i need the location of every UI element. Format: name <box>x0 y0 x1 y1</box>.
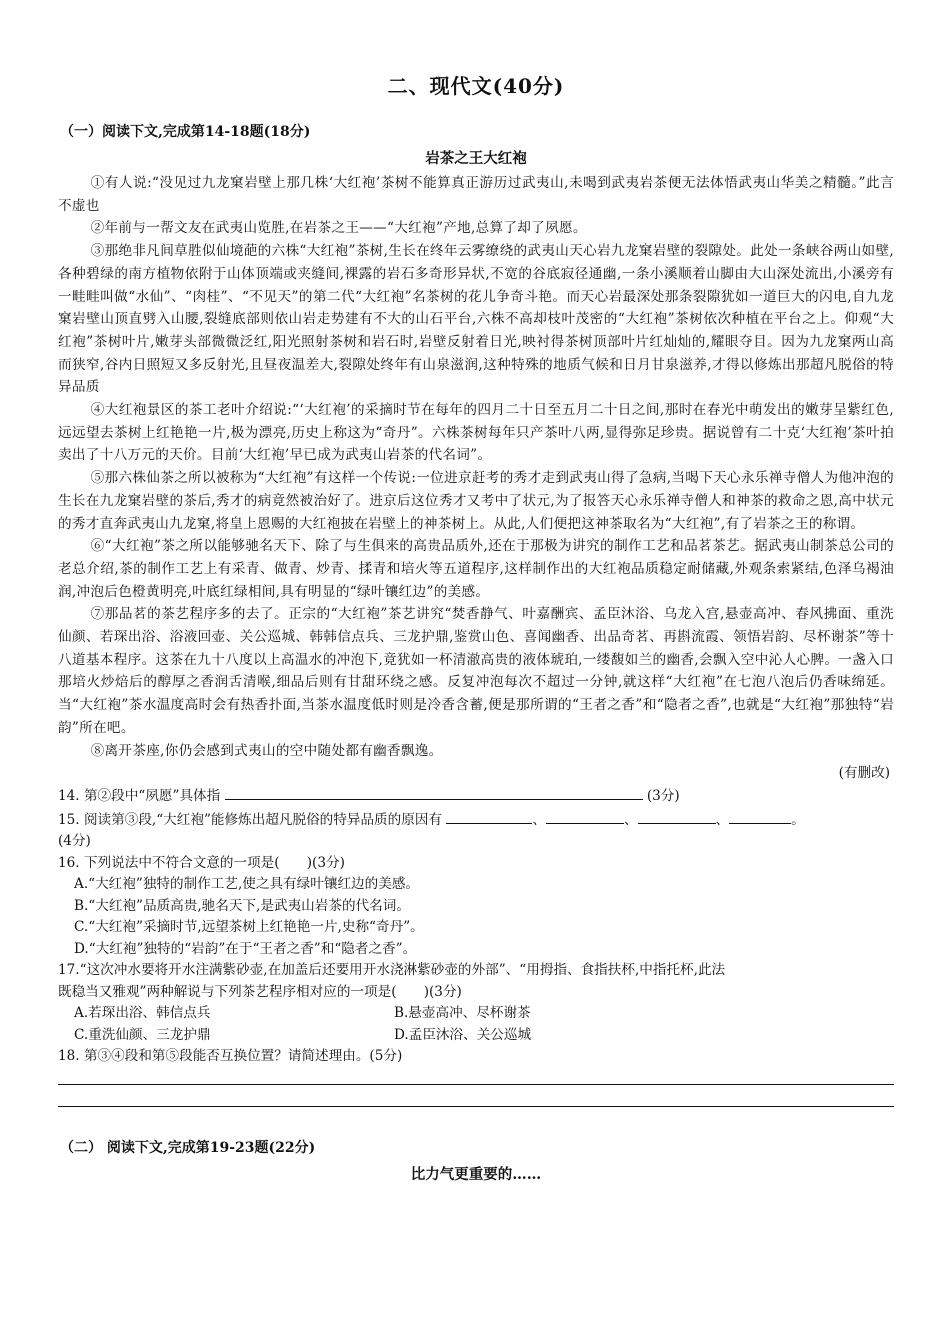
part1-heading: （一）阅读下文,完成第14-18题(18分) <box>60 124 311 140</box>
separator: 、 <box>623 811 638 828</box>
paragraph-8: ⑧离开茶座,你仍会感到式夷山的空中随处都有幽香飘逸。 <box>90 742 443 759</box>
paragraph-7: ⑦那品茗的茶艺程序多的去了。正宗的“大红袍”茶艺讲究“焚香静气、叶嘉酬宾、孟臣沐浴、乌龙入宫,悬壶高冲、春风拂面、重洗仙颜、若琛出浴、浴液回壶、关公巡城、韩韩信点兵、三龙护鼎,鉴赏山色、喜闻幽香、出品奇茗、再斟流霞、领悟岩韵、尽杯谢茶”等十八道基本程序。这茶在九十八度以上高温水的冲泡下,竟犹如一杯清澈高贵的液体琥珀,一缕馥如兰的幽香,会飘入空中沁人心脾。一盏入口那培火炒焙后的醇厚之香润舌清喉,细品后则有甘甜环绕之感。反复冲泡每次不超过一分钟,就这样“大红袍”在七泡八泡后仍香味绵延。当“大红袍”茶水温度高时会有热香扑面,当茶水温度低时则是冷香含蓄,便是那所谓的“王者之香”和“隐者之香”,也就是“大红袍”那独特“岩韵”所在吧。 <box>58 606 894 736</box>
paragraph-4: ④大红袍景区的茶工老叶介绍说:“‘大红袍’的采摘时节在每年的四月二十日至五月二十日之间,那时在春光中萌发出的嫩芽呈紫红色,远远望去茶树上红艳艳一片,极为漂亮,历史上称这为“奇丹”。六株茶树每年只产茶叶八两,显得弥足珍贵。据说曾有二十克‘大红袍’茶叶拍卖出了十八万元的天价。目前‘大红袍’早已成为武夷山岩茶的代名词”。 <box>58 402 894 464</box>
q16-option-b[interactable]: B.“大红袍”品质高贵,驰名天下,是武夷山岩茶的代名词。 <box>74 897 410 914</box>
section-title: 二、现代文(40分) <box>387 74 565 98</box>
question-15-score: (4分) <box>58 833 91 850</box>
paragraph-1: ①有人说:“没见过九龙窠岩壁上那几株‘大红袍’茶树不能算真正游历过武夷山,未喝到武夷岩茶便无法体悟武夷山华美之精髓。”此言不虚也 <box>58 175 894 214</box>
q17-option-c[interactable]: C.重洗仙颜、三龙护鼎 <box>74 1026 211 1043</box>
q17-option-b[interactable]: B.悬壶高冲、尽杯谢茶 <box>394 1005 531 1022</box>
question-16-stem: 16. 下列说法中不符合文意的一项是( )(3分) <box>58 854 345 871</box>
question-15-text: 15. 阅读第③段,“大红袍”能修炼出超凡脱俗的特异品质的原因有 <box>58 811 443 828</box>
question-15 <box>58 808 894 831</box>
part2-heading: （二） 阅读下文,完成第19-23题(22分) <box>60 1139 316 1156</box>
question-14-text: 14. 第②段中“夙愿”具体指 <box>58 788 221 805</box>
answer-blank-15a[interactable] <box>446 808 532 824</box>
paragraph-6: ⑥“大红袍”茶之所以能够驰名天下、除了与生俱来的高贵品质外,还在于那极为讲究的制作工艺和品茗茶艺。据武夷山制茶总公司的老总介绍,茶的制作工艺上有采青、做青、炒青、揉青和培火等五道程序,这样制作出的大红袍品质稳定耐储藏,外观条索紧结,色泽乌褐油润,冲泡后色橙黄明亮,叶底红绿相间,具有明显的“绿叶镶红边”的美感。 <box>58 538 894 600</box>
q17-options-row-2 <box>74 1025 894 1047</box>
answer-blank-15d[interactable] <box>729 808 791 824</box>
q17-options-row-1 <box>74 1003 894 1025</box>
q16-option-d[interactable]: D.“大红袍”独特的“岩韵”在于“王者之香”和“隐者之香”。 <box>74 940 417 957</box>
answer-blank-15b[interactable] <box>546 808 624 824</box>
q17-option-d[interactable]: D.孟臣沐浴、关公巡城 <box>394 1026 532 1043</box>
answer-blank-15c[interactable] <box>638 808 716 824</box>
q17-option-a[interactable]: A.若琛出浴、韩信点兵 <box>74 1005 211 1022</box>
question-17-stem-line2: 既稳当又雅观”两种解说与下列茶艺程序相对应的一项是( )(3分) <box>58 983 462 1000</box>
question-14-score: (3分) <box>646 788 680 805</box>
question-17-stem-line1: 17.“这次冲水要将开水注满紫砂壶,在加盖后还要用开水浇淋紫砂壶的外部”、“用拇指、食指扶杯,中指托杯,此法 <box>58 962 726 979</box>
q16-option-a[interactable]: A.“大红袍”独特的制作工艺,使之具有绿叶镶红边的美感。 <box>74 875 420 892</box>
exam-page <box>58 70 894 1188</box>
paragraph-2: ②年前与一帮文友在武夷山览胜,在岩茶之王——“大红袍”产地,总算了却了夙愿。 <box>90 220 587 237</box>
revision-note: (有删改) <box>838 765 890 782</box>
period: 。 <box>791 811 805 828</box>
separator: 、 <box>715 811 730 828</box>
article-title-2: 比力气更重要的…… <box>410 1165 542 1183</box>
separator: 、 <box>532 811 546 828</box>
question-14 <box>58 784 894 807</box>
paragraph-5: ⑤那六株仙茶之所以被称为“大红袍”有这样一个传说:一位进京赶考的秀才走到武夷山得了急病,当喝下天心永乐禅寺僧人为他冲泡的生长在九龙窠岩壁的茶后,秀才的病竟然被治好了。进京后这位秀才又考中了状元,为了报答天心永乐禅寺僧人和神茶的救命之恩,高中状元的秀才直奔武夷山九龙窠,将皇上恩赐的大红袍披在岩壁上的神茶树上。从此,人们便把这神茶取名为“大红袍”,有了岩茶之王的称谓。 <box>58 470 894 532</box>
answer-blank-14[interactable] <box>225 784 643 800</box>
q16-option-c[interactable]: C.“大红袍”采摘时节,远望茶树上红艳艳一片,史称“奇丹”。 <box>74 919 424 936</box>
question-18: 18. 第③④段和第⑤段能否互换位置？请简述理由。(5分) <box>58 1048 403 1065</box>
paragraph-3: ③那绝非凡间草胜似仙境葩的六株“大红袍”茶树,生长在终年云雾缭绕的武夷山天心岩九龙窠岩壁的裂隙处。此处一条峡谷两山如壁,各种碧绿的南方植物依附于山体顶端或夹缝间,裸露的岩石多奇形异状,不宽的谷底寂径通幽,一条小溪顺着山脚由大山深处流出,小溪旁有一畦畦叫做“水仙”、“肉桂”、“不见天”的第二代“大红袍”名茶树的花儿争奇斗艳。而天心岩最深处那条裂隙犹如一道巨大的闪电,自九龙窠岩壁山顶直劈入山腰,裂缝底部则依山岩走势建有不大的山石平台,六株不高却枝叶茂密的“大红袍”茶树依次种植在平台之上。仰观“大红袍”茶树叶片,嫩芽头部微微泛红,阳光照射茶树和岩石时,岩壁反射着日光,映衬得茶树顶部叶片红灿灿的,耀眼夺目。因为九龙窠两山高而狭窄,谷内日照短又多反射光,且昼夜温差大,裂隙处终年有山泉滋润,这种特殊的地质气候和日月甘泉滋养,才得以修炼出那超凡脱俗的特异品质 <box>58 243 894 396</box>
article-title: 岩茶之王大红袍 <box>425 150 527 167</box>
